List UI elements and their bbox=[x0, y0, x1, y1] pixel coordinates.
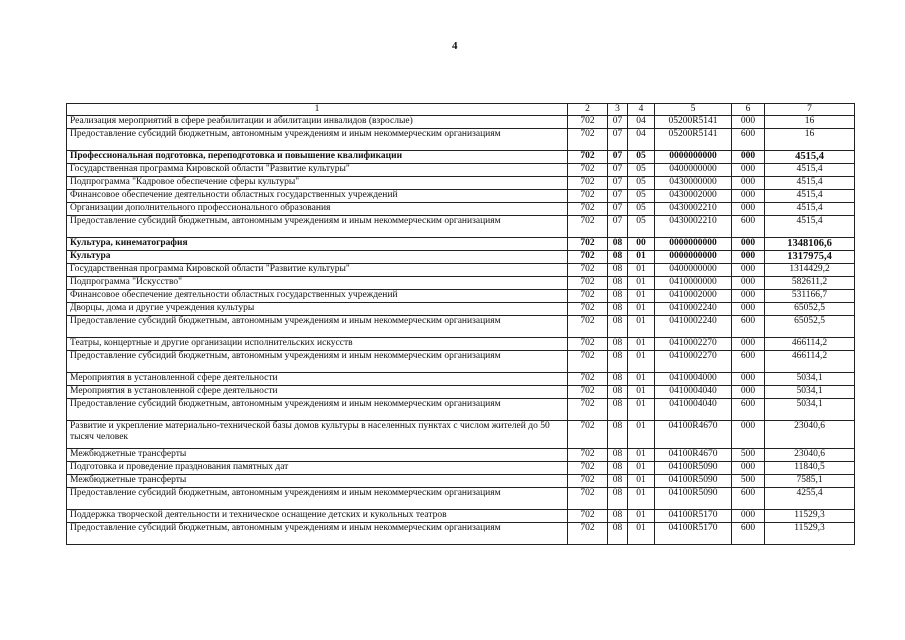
row-name: Межбюджетные трансферты bbox=[67, 475, 568, 488]
row-code-subsection: 01 bbox=[628, 303, 655, 316]
row-code-subsection: 01 bbox=[628, 488, 655, 510]
row-code-ministry: 702 bbox=[568, 351, 608, 373]
row-name: Предоставление субсидий бюджетным, автономным учреждениям и иным некоммерческим организациям bbox=[67, 399, 568, 421]
table-row bbox=[67, 373, 855, 386]
row-code-expense: 000 bbox=[732, 151, 765, 164]
row-code-expense: 000 bbox=[732, 264, 765, 277]
row-name: Финансовое обеспечение деятельности областных государственных учреждений bbox=[67, 190, 568, 203]
row-code-section: 08 bbox=[608, 449, 628, 462]
page-number: 4 bbox=[452, 40, 458, 52]
row-code-section: 08 bbox=[608, 264, 628, 277]
row-name: Мероприятия в установленной сфере деятельности bbox=[67, 373, 568, 386]
row-code-expense: 600 bbox=[732, 488, 765, 510]
table-row bbox=[67, 462, 855, 475]
row-code-target: 0410004040 bbox=[655, 386, 732, 399]
row-code-section: 08 bbox=[608, 251, 628, 264]
row-code-ministry: 702 bbox=[568, 203, 608, 216]
row-code-ministry: 702 bbox=[568, 488, 608, 510]
row-code-section: 07 bbox=[608, 216, 628, 238]
row-code-subsection: 01 bbox=[628, 351, 655, 373]
row-amount: 23040,6 bbox=[765, 421, 855, 449]
row-code-target: 0410002270 bbox=[655, 351, 732, 373]
table-row bbox=[67, 303, 855, 316]
row-amount: 4515,4 bbox=[765, 203, 855, 216]
table-header-row bbox=[67, 104, 855, 116]
row-code-expense: 600 bbox=[732, 316, 765, 338]
row-code-target: 0410004000 bbox=[655, 373, 732, 386]
row-code-target: 04100R5090 bbox=[655, 475, 732, 488]
row-code-target: 04100R5090 bbox=[655, 462, 732, 475]
row-code-expense: 000 bbox=[732, 386, 765, 399]
table-row bbox=[67, 177, 855, 190]
row-code-expense: 600 bbox=[732, 129, 765, 151]
row-code-ministry: 702 bbox=[568, 190, 608, 203]
row-code-expense: 000 bbox=[732, 177, 765, 190]
row-code-expense: 000 bbox=[732, 303, 765, 316]
row-name: Театры, концертные и другие организации исполнительских искусств bbox=[67, 338, 568, 351]
row-code-section: 07 bbox=[608, 151, 628, 164]
row-code-target: 04100R4670 bbox=[655, 449, 732, 462]
row-code-section: 08 bbox=[608, 303, 628, 316]
row-code-expense: 000 bbox=[732, 373, 765, 386]
row-code-section: 07 bbox=[608, 203, 628, 216]
row-amount: 5034,1 bbox=[765, 373, 855, 386]
row-name: Государственная программа Кировской области "Развитие культуры" bbox=[67, 164, 568, 177]
row-name: Предоставление субсидий бюджетным, автономным учреждениям и иным некоммерческим организациям bbox=[67, 523, 568, 545]
table-row bbox=[67, 386, 855, 399]
row-code-subsection: 01 bbox=[628, 421, 655, 449]
row-name: Профессиональная подготовка, переподготовка и повышение квалификации bbox=[67, 151, 568, 164]
row-code-ministry: 702 bbox=[568, 399, 608, 421]
row-name: Финансовое обеспечение деятельности областных государственных учреждений bbox=[67, 290, 568, 303]
row-code-subsection: 01 bbox=[628, 386, 655, 399]
row-code-section: 08 bbox=[608, 277, 628, 290]
row-code-target: 04100R5170 bbox=[655, 510, 732, 523]
table-row bbox=[67, 190, 855, 203]
row-amount: 4515,4 bbox=[765, 190, 855, 203]
row-name: Подпрограмма "Искусство" bbox=[67, 277, 568, 290]
row-code-target: 0400000000 bbox=[655, 264, 732, 277]
row-amount: 4515,4 bbox=[765, 151, 855, 164]
table-row bbox=[67, 116, 855, 129]
row-amount: 5034,1 bbox=[765, 386, 855, 399]
row-code-subsection: 01 bbox=[628, 264, 655, 277]
row-code-subsection: 05 bbox=[628, 177, 655, 190]
row-code-target: 0410002270 bbox=[655, 338, 732, 351]
row-amount: 4515,4 bbox=[765, 216, 855, 238]
row-code-target: 0430002210 bbox=[655, 203, 732, 216]
row-code-section: 08 bbox=[608, 399, 628, 421]
row-code-section: 08 bbox=[608, 238, 628, 251]
row-code-section: 08 bbox=[608, 373, 628, 386]
row-code-ministry: 702 bbox=[568, 238, 608, 251]
row-code-section: 08 bbox=[608, 523, 628, 545]
table-row bbox=[67, 164, 855, 177]
row-code-ministry: 702 bbox=[568, 523, 608, 545]
row-code-target: 04100R4670 bbox=[655, 421, 732, 449]
row-code-expense: 000 bbox=[732, 238, 765, 251]
row-code-expense: 000 bbox=[732, 190, 765, 203]
table-row bbox=[67, 351, 855, 373]
row-code-target: 0410002240 bbox=[655, 316, 732, 338]
row-code-ministry: 702 bbox=[568, 449, 608, 462]
table-row bbox=[67, 475, 855, 488]
row-code-target: 0410002240 bbox=[655, 303, 732, 316]
row-amount: 466114,2 bbox=[765, 351, 855, 373]
row-code-target: 05200R5141 bbox=[655, 116, 732, 129]
row-name: Подпрограмма "Кадровое обеспечение сферы культуры" bbox=[67, 177, 568, 190]
row-amount: 1348106,6 bbox=[765, 238, 855, 251]
row-code-ministry: 702 bbox=[568, 290, 608, 303]
row-code-subsection: 01 bbox=[628, 316, 655, 338]
table-row bbox=[67, 488, 855, 510]
row-code-subsection: 05 bbox=[628, 164, 655, 177]
row-code-target: 0410000000 bbox=[655, 277, 732, 290]
row-code-target: 05200R5141 bbox=[655, 129, 732, 151]
row-name: Предоставление субсидий бюджетным, автономным учреждениям и иным некоммерческим организациям bbox=[67, 129, 568, 151]
table-row bbox=[67, 338, 855, 351]
row-code-expense: 000 bbox=[732, 421, 765, 449]
row-code-ministry: 702 bbox=[568, 151, 608, 164]
row-code-expense: 600 bbox=[732, 523, 765, 545]
row-code-section: 07 bbox=[608, 190, 628, 203]
table-row bbox=[67, 203, 855, 216]
row-code-ministry: 702 bbox=[568, 264, 608, 277]
row-name: Государственная программа Кировской области "Развитие культуры" bbox=[67, 264, 568, 277]
row-amount: 4515,4 bbox=[765, 164, 855, 177]
table-row bbox=[67, 316, 855, 338]
row-code-expense: 000 bbox=[732, 251, 765, 264]
budget-table bbox=[66, 103, 855, 545]
row-code-section: 07 bbox=[608, 129, 628, 151]
row-code-section: 08 bbox=[608, 351, 628, 373]
row-name: Дворцы, дома и другие учреждения культуры bbox=[67, 303, 568, 316]
table-row bbox=[67, 129, 855, 151]
row-code-expense: 600 bbox=[732, 351, 765, 373]
row-code-target: 04100R5090 bbox=[655, 488, 732, 510]
row-code-expense: 000 bbox=[732, 116, 765, 129]
row-code-subsection: 01 bbox=[628, 251, 655, 264]
row-name: Предоставление субсидий бюджетным, автономным учреждениям и иным некоммерческим организациям bbox=[67, 316, 568, 338]
row-code-subsection: 01 bbox=[628, 338, 655, 351]
row-code-section: 08 bbox=[608, 316, 628, 338]
row-code-subsection: 05 bbox=[628, 190, 655, 203]
row-code-expense: 000 bbox=[732, 290, 765, 303]
row-code-expense: 500 bbox=[732, 449, 765, 462]
row-code-section: 07 bbox=[608, 164, 628, 177]
row-code-subsection: 01 bbox=[628, 399, 655, 421]
row-name: Подготовка и проведение празднования памятных дат bbox=[67, 462, 568, 475]
row-code-expense: 000 bbox=[732, 510, 765, 523]
row-code-ministry: 702 bbox=[568, 475, 608, 488]
row-code-ministry: 702 bbox=[568, 177, 608, 190]
column-header: 4 bbox=[628, 104, 655, 116]
row-amount: 1314429,2 bbox=[765, 264, 855, 277]
row-name: Реализация мероприятий в сфере реабилитации и абилитации инвалидов (взрослые) bbox=[67, 116, 568, 129]
row-code-subsection: 01 bbox=[628, 277, 655, 290]
row-code-target: 0000000000 bbox=[655, 251, 732, 264]
row-amount: 11840,5 bbox=[765, 462, 855, 475]
row-code-expense: 000 bbox=[732, 164, 765, 177]
table-row bbox=[67, 264, 855, 277]
row-amount: 4255,4 bbox=[765, 488, 855, 510]
table-row bbox=[67, 510, 855, 523]
row-code-subsection: 05 bbox=[628, 216, 655, 238]
row-amount: 1317975,4 bbox=[765, 251, 855, 264]
column-header: 5 bbox=[655, 104, 732, 116]
row-code-subsection: 05 bbox=[628, 203, 655, 216]
row-name: Межбюджетные трансферты bbox=[67, 449, 568, 462]
row-amount: 65052,5 bbox=[765, 303, 855, 316]
row-code-section: 08 bbox=[608, 462, 628, 475]
row-code-subsection: 01 bbox=[628, 475, 655, 488]
row-code-section: 08 bbox=[608, 290, 628, 303]
row-code-expense: 000 bbox=[732, 203, 765, 216]
row-code-section: 08 bbox=[608, 338, 628, 351]
column-header: 7 bbox=[765, 104, 855, 116]
column-header: 2 bbox=[568, 104, 608, 116]
row-code-subsection: 01 bbox=[628, 510, 655, 523]
table-row bbox=[67, 216, 855, 238]
row-code-expense: 000 bbox=[732, 277, 765, 290]
row-code-section: 08 bbox=[608, 510, 628, 523]
row-code-section: 07 bbox=[608, 177, 628, 190]
row-code-ministry: 702 bbox=[568, 510, 608, 523]
row-code-expense: 000 bbox=[732, 462, 765, 475]
row-amount: 466114,2 bbox=[765, 338, 855, 351]
table-row bbox=[67, 399, 855, 421]
row-code-target: 0000000000 bbox=[655, 238, 732, 251]
row-amount: 16 bbox=[765, 129, 855, 151]
row-code-target: 0430000000 bbox=[655, 177, 732, 190]
column-header: 3 bbox=[608, 104, 628, 116]
table-row bbox=[67, 277, 855, 290]
row-amount: 11529,3 bbox=[765, 510, 855, 523]
table-row bbox=[67, 251, 855, 264]
row-code-subsection: 01 bbox=[628, 523, 655, 545]
table-row bbox=[67, 421, 855, 449]
row-name: Организации дополнительного профессионального образования bbox=[67, 203, 568, 216]
row-code-expense: 600 bbox=[732, 216, 765, 238]
row-code-subsection: 00 bbox=[628, 238, 655, 251]
row-code-ministry: 702 bbox=[568, 338, 608, 351]
row-name: Мероприятия в установленной сфере деятельности bbox=[67, 386, 568, 399]
row-amount: 23040,6 bbox=[765, 449, 855, 462]
table-row bbox=[67, 523, 855, 545]
row-name: Предоставление субсидий бюджетным, автономным учреждениям и иным некоммерческим организациям bbox=[67, 216, 568, 238]
row-name: Поддержка творческой деятельности и техническое оснащение детских и кукольных театров bbox=[67, 510, 568, 523]
row-amount: 7585,1 bbox=[765, 475, 855, 488]
row-code-ministry: 702 bbox=[568, 316, 608, 338]
row-code-section: 08 bbox=[608, 386, 628, 399]
row-code-target: 0400000000 bbox=[655, 164, 732, 177]
row-code-section: 08 bbox=[608, 488, 628, 510]
column-header: 1 bbox=[67, 104, 568, 116]
row-code-target: 0430002210 bbox=[655, 216, 732, 238]
row-code-subsection: 05 bbox=[628, 151, 655, 164]
row-amount: 11529,3 bbox=[765, 523, 855, 545]
row-code-ministry: 702 bbox=[568, 116, 608, 129]
row-code-section: 07 bbox=[608, 116, 628, 129]
row-code-ministry: 702 bbox=[568, 129, 608, 151]
row-code-subsection: 01 bbox=[628, 373, 655, 386]
table-row bbox=[67, 290, 855, 303]
row-code-target: 0410004040 bbox=[655, 399, 732, 421]
row-amount: 531166,7 bbox=[765, 290, 855, 303]
row-amount: 65052,5 bbox=[765, 316, 855, 338]
row-name: Культура, кинематография bbox=[67, 238, 568, 251]
row-code-subsection: 01 bbox=[628, 449, 655, 462]
row-amount: 16 bbox=[765, 116, 855, 129]
row-name: Предоставление субсидий бюджетным, автономным учреждениям и иным некоммерческим организациям bbox=[67, 351, 568, 373]
row-code-ministry: 702 bbox=[568, 251, 608, 264]
row-code-section: 08 bbox=[608, 475, 628, 488]
row-name: Развитие и укрепление материально-технической базы домов культуры в населенных пунктах с числом жителей до 50 тысяч человек bbox=[67, 421, 568, 449]
table-row bbox=[67, 238, 855, 251]
table-row bbox=[67, 151, 855, 164]
row-code-target: 04100R5170 bbox=[655, 523, 732, 545]
row-code-ministry: 702 bbox=[568, 462, 608, 475]
row-code-section: 08 bbox=[608, 421, 628, 449]
row-amount: 4515,4 bbox=[765, 177, 855, 190]
row-code-subsection: 04 bbox=[628, 129, 655, 151]
row-code-subsection: 04 bbox=[628, 116, 655, 129]
row-code-ministry: 702 bbox=[568, 277, 608, 290]
row-code-ministry: 702 bbox=[568, 386, 608, 399]
row-name: Предоставление субсидий бюджетным, автономным учреждениям и иным некоммерческим организациям bbox=[67, 488, 568, 510]
row-amount: 582611,2 bbox=[765, 277, 855, 290]
row-code-target: 0410002000 bbox=[655, 290, 732, 303]
row-code-subsection: 01 bbox=[628, 462, 655, 475]
row-code-target: 0430002000 bbox=[655, 190, 732, 203]
row-code-ministry: 702 bbox=[568, 303, 608, 316]
row-code-target: 0000000000 bbox=[655, 151, 732, 164]
row-code-ministry: 702 bbox=[568, 373, 608, 386]
row-code-expense: 500 bbox=[732, 475, 765, 488]
row-code-ministry: 702 bbox=[568, 216, 608, 238]
column-header: 6 bbox=[732, 104, 765, 116]
row-code-expense: 000 bbox=[732, 338, 765, 351]
table-row bbox=[67, 449, 855, 462]
row-name: Культура bbox=[67, 251, 568, 264]
row-code-ministry: 702 bbox=[568, 421, 608, 449]
row-code-expense: 600 bbox=[732, 399, 765, 421]
row-amount: 5034,1 bbox=[765, 399, 855, 421]
row-code-subsection: 01 bbox=[628, 290, 655, 303]
row-code-ministry: 702 bbox=[568, 164, 608, 177]
